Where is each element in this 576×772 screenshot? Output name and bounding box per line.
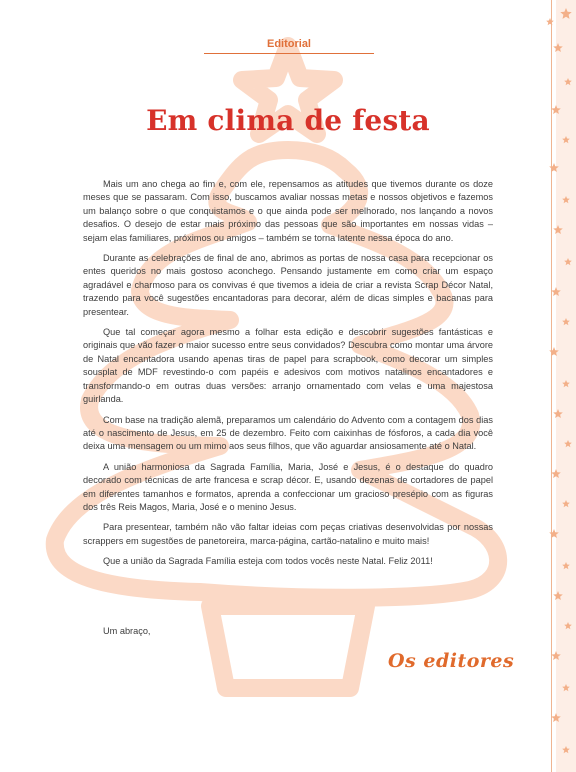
paragraph: Durante as celebrações de final de ano, abrimos as portas de nossa casa para recepcionar os entes queridos no mais gostoso aconchego. Pensando justamente em como criar um espaço agradável e charmoso para os convivas é que tivemos a ideia de criar a revista Scrap Décor Natal, trazendo para você sugestões encantadoras para decorar, além de dicas simples e bacanas para presentear. xyxy=(83,253,493,317)
article-body xyxy=(83,178,493,576)
paragraph: Para presentear, também não vão faltar ideias com peças criativas desenvolvidas por nossas scrappers em sugestões de panetoreira, marca-página, cartão-natalino e muito mais! xyxy=(83,522,493,546)
section-label: Editorial xyxy=(204,38,374,54)
closing-line: Um abraço, xyxy=(103,626,151,636)
paragraph: Mais um ano chega ao fim e, com ele, repensamos as atitudes que tivemos durante os doze meses que se passaram. Com isso, buscamos avaliar nossas metas e nossos objetivos e fazemos um balanço sobre o que conquistamos e o que ainda pode ser melhorado, nos lançando a novos desafios. O desejo de estar mais próximo das pessoas que são importantes em nossas vidas – sejam elas familiares, próximos ou amigos – também se torna latente nessa época do ano. xyxy=(83,179,493,243)
paragraph: Que a união da Sagrada Família esteja com todos vocês neste Natal. Feliz 2011! xyxy=(103,556,433,567)
page-title: Em clima de festa xyxy=(146,104,430,137)
paragraph: Com base na tradição alemã, preparamos um calendário do Advento com a contagem dos dias até o nascimento de Jesus, em 25 de dezembro. Feito com caixinhas de fósforos, a cada dia você deixa uma mensagem ou um mimo aos seus filhos, que vão aguardar ansiosamente até o Natal. xyxy=(83,414,493,452)
paragraph: A união harmoniosa da Sagrada Família, Maria, José e Jesus, é o destaque do quadro decorado com técnicas de arte francesa e scrap décor. E, usando dezenas de cortadores de papel em diferentes tamanhos e formatos, aprenda a confeccionar um gracioso presépio com as figuras dos três Reis Magos, Maria, José e o menino Jesus. xyxy=(83,461,493,512)
paragraph: Que tal começar agora mesmo a folhar esta edição e descobrir sugestões fantásticas e originais que vão fazer o maior sucesso entre seus convidados? Descubra como montar uma árvore de Natal encantadora usando apenas tiras de papel para scrapbook, como decorar um simples sousplat de MDF revestindo-o com papéis e adesivos com motivos natalinos encantadores e transformando-o em outras duas versões: arranjo ornamentado com velas e uma majestosa guirlanda. xyxy=(83,327,493,405)
signature: Os editores xyxy=(388,650,515,672)
